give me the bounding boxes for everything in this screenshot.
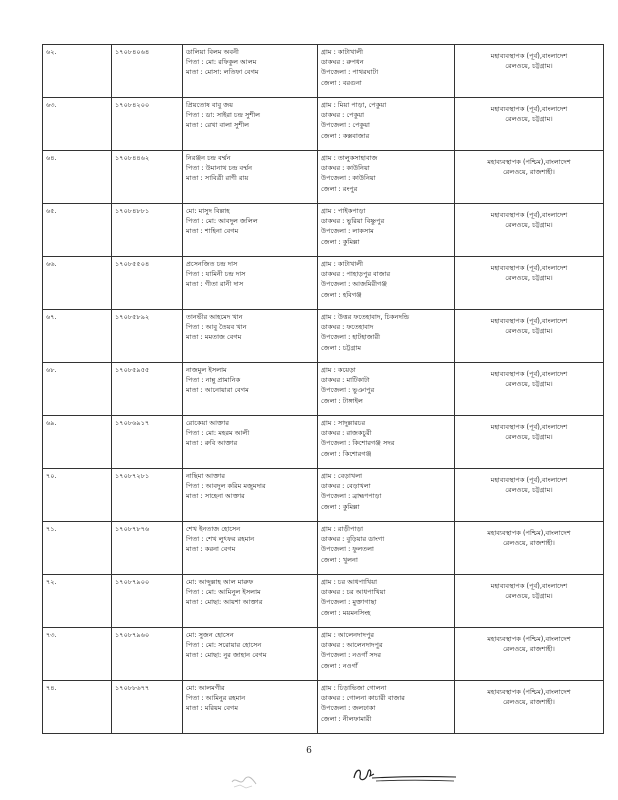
mother-name: মাতা : গীতা রানী দাস	[186, 280, 244, 289]
roll-number: ১৭০৮৭৮৭৬	[115, 525, 150, 533]
address-postoffice: ডাকঘর : বেড়াখলা	[321, 482, 371, 491]
address-upazila: উপজেলা : কাউনিয়া	[321, 174, 376, 183]
name-cell	[183, 416, 318, 469]
name-cell	[183, 257, 318, 310]
roll-number: ১৭০৮৮৬৭৭	[115, 684, 150, 692]
posting-line-1: মহাব্যবস্থাপক (পূর্ব),বাংলাদেশ	[490, 317, 568, 325]
address-village: গ্রাম : চর আধপাখিয়া	[321, 578, 377, 586]
address-postoffice: ডাকঘর : গোলনা কাচারী বাজার	[321, 694, 405, 703]
serial-number: ৬৬.	[46, 260, 57, 268]
roll-cell	[112, 257, 183, 310]
father-name: পিতা : আবু তৈয়ব খান	[186, 323, 247, 332]
posting-cell	[455, 151, 604, 204]
address-district: জেলা : কুমিল্লা	[321, 502, 360, 511]
address-postoffice: ডাকঘর : পেকুয়া	[321, 111, 365, 120]
address-upazila: উপজেলা : নওগাঁ সদর	[321, 651, 381, 660]
roll-cell	[112, 204, 183, 257]
name-cell	[183, 98, 318, 151]
posting-cell	[455, 257, 604, 310]
posting-cell	[455, 681, 604, 734]
posting-cell	[455, 310, 604, 363]
roll-cell	[112, 469, 183, 522]
address-cell	[318, 363, 455, 416]
posting-cell	[455, 363, 604, 416]
serial-cell	[43, 151, 112, 204]
serial-number: ৬৫.	[46, 207, 57, 215]
candidate-name: মো: আব্দুল্লাহ আল মারুফ	[186, 578, 254, 586]
posting-cell	[455, 469, 604, 522]
address-village: গ্রাম : পাইকপাড়া	[321, 207, 366, 215]
name-cell	[183, 469, 318, 522]
candidate-name: মো: আলমগীর	[186, 684, 225, 692]
address-cell	[318, 257, 455, 310]
roll-number: ১৭০৮৭৯৬০	[115, 631, 150, 639]
name-cell	[183, 363, 318, 416]
name-cell	[183, 575, 318, 628]
serial-cell	[43, 363, 112, 416]
address-district: জেলা : টাঙ্গাইল	[321, 396, 363, 405]
address-village: গ্রাম : মিয়া পাড়া, পেকুয়া	[321, 101, 387, 109]
address-village: গ্রাম : কয়েড়া	[321, 366, 356, 374]
candidate-name: নাজমুল ইসলাম	[186, 366, 227, 374]
address-postoffice: ডাকঘর : আলেনদাদপুর	[321, 641, 383, 650]
address-upazila: উপজেলা : পেকুয়া	[321, 121, 370, 130]
address-district: জেলা : চট্টগ্রাম	[321, 343, 362, 352]
posting-office	[458, 312, 600, 336]
mother-name: মাতা : রেখা বালা সুশীল	[186, 121, 250, 130]
address-village: গ্রাম : কাটাখালী	[321, 260, 363, 268]
address-upazila: উপজেলা : ভুঞাপুর	[321, 386, 375, 395]
table-row	[43, 522, 604, 575]
candidate-name: মো: সুজন হোসেন	[186, 631, 234, 639]
name-cell	[183, 151, 318, 204]
posting-line-2: রেলওয়ে, চট্টগ্রাম।	[505, 274, 553, 283]
father-name: পিতা : আমিনুর রহমান	[186, 694, 246, 703]
roll-cell	[112, 98, 183, 151]
serial-cell	[43, 204, 112, 257]
posting-cell	[455, 98, 604, 151]
roll-number: ১৭০৮৪০৬৪	[115, 48, 150, 56]
address-upazila: উপজেলা : জলঢাকা	[321, 704, 376, 713]
serial-number: ৬৩.	[46, 101, 57, 109]
signature	[350, 764, 460, 786]
address-village: গ্রাম : বেড়াখলা	[321, 472, 363, 480]
serial-cell	[43, 522, 112, 575]
serial-number: ৬৭.	[46, 313, 57, 321]
posting-office	[458, 100, 600, 124]
mother-name: মাতা : সাবিত্রী রাণী রায়	[186, 174, 249, 183]
father-name: পিতা : উমানাথ চন্দ্র বর্ম্মন	[186, 164, 253, 173]
father-name: পিতা : শেখ লুৎফর রহমান	[186, 535, 255, 544]
posting-cell	[455, 522, 604, 575]
address-district: জেলা : কক্সবাজার	[321, 131, 370, 140]
serial-number: ৭৩.	[46, 631, 57, 639]
posting-line-2: রেলওয়ে, চট্টগ্রাম।	[505, 221, 553, 230]
roll-number: ১৭০৮৫৫০৪	[115, 260, 150, 268]
table-row	[43, 204, 604, 257]
candidate-name: ডালিয়া বিলম অবনী	[186, 48, 239, 56]
address-cell	[318, 416, 455, 469]
mother-name: মাতা : শাহিনা বেগম	[186, 227, 239, 236]
address-district: জেলা : নওগাঁ	[321, 661, 358, 670]
table-row	[43, 45, 604, 98]
roll-cell	[112, 522, 183, 575]
serial-cell	[43, 257, 112, 310]
father-name: পিতা : নান্নু প্রামানিক	[186, 376, 241, 385]
mother-name: মাতা : মোছা: আয়শা আক্তার	[186, 598, 263, 607]
name-cell	[183, 204, 318, 257]
candidate-table	[42, 44, 604, 734]
serial-cell	[43, 575, 112, 628]
address-village: গ্রাম : সাদুল্লারচর	[321, 419, 366, 427]
address-upazila: উপজেলা : পাথরঘাটা	[321, 68, 379, 77]
address-village: গ্রাম : কাটাখালী	[321, 48, 363, 56]
roll-cell	[112, 310, 183, 363]
posting-office	[458, 577, 600, 601]
roll-number: ১৭০৮৭৯০০	[115, 578, 150, 586]
posting-office	[458, 206, 600, 230]
address-village: গ্রাম : তালুকসাহাবাজ	[321, 154, 378, 162]
address-cell	[318, 628, 455, 681]
posting-line-1: মহাব্যবস্থাপক (পূর্ব),বাংলাদেশ	[490, 370, 568, 378]
mother-name: মাতা : মোছা: নুর জাহান বেগম	[186, 651, 267, 660]
serial-cell	[43, 98, 112, 151]
address-cell	[318, 681, 455, 734]
address-upazila: উপজেলা : মুক্তাগাছা	[321, 598, 377, 607]
candidate-name: শেখ ইনতাজ হোসেন	[186, 525, 241, 533]
posting-office	[458, 524, 600, 548]
serial-cell	[43, 45, 112, 98]
father-name: পিতা : মো: সরোয়ার হোসেন	[186, 641, 262, 650]
father-name: পিতা : মো: মহরম আলী	[186, 429, 250, 438]
address-postoffice: ডাকঘর : ভুরিয়া বিষ্ণুপুর	[321, 217, 385, 226]
posting-office	[458, 365, 600, 389]
roll-number: ১৭০৮৭২৮১	[115, 472, 150, 480]
address-district: জেলা : রংপুর	[321, 184, 358, 193]
posting-cell	[455, 628, 604, 681]
posting-line-1: মহাব্যবস্থাপক (পূর্ব),বাংলাদেশ	[490, 52, 568, 60]
address-postoffice: ডাকঘর : রুপধন	[321, 58, 364, 67]
address-district: জেলা : কিশোরগঞ্জ	[321, 449, 372, 458]
candidate-name: মো: মাসুদ বিল্লাহ	[186, 207, 230, 215]
posting-cell	[455, 45, 604, 98]
address-village: গ্রাম : চিড়াভিজা গোলনা	[321, 684, 387, 692]
address-village: গ্রাম : উত্তর ফতেহাবাদ, চিকনদন্ডি	[321, 313, 410, 321]
serial-cell	[43, 628, 112, 681]
name-cell	[183, 628, 318, 681]
candidate-name: নিরঞ্জন চন্দ্র বর্ম্মন	[186, 154, 231, 162]
posting-office	[458, 630, 600, 654]
posting-cell	[455, 204, 604, 257]
table-row	[43, 98, 604, 151]
name-cell	[183, 45, 318, 98]
address-postoffice: ডাকঘর : কাউনিয়া	[321, 164, 370, 173]
name-cell	[183, 310, 318, 363]
address-upazila: উপজেলা : লাকসাম	[321, 227, 374, 236]
address-district: জেলা : কুমিল্লা	[321, 237, 360, 246]
mother-name: মাতা : মোসা: লতিফা বেগম	[186, 68, 259, 77]
roll-number: ১৭০৮৪৪৬২	[115, 154, 150, 162]
father-name: পিতা : যামিনী চন্দ্র দাস	[186, 270, 246, 279]
father-name: পিতা : মো: আবদুল জলিল	[186, 217, 258, 226]
serial-number: ৭১.	[46, 525, 57, 533]
roll-number: ১৭০৮৪৮৮১	[115, 207, 150, 215]
mother-name: মাতা : রুবি আক্তার	[186, 439, 238, 448]
address-district: জেলা : হবিগঞ্জ	[321, 290, 362, 299]
father-name: পিতা : আবদুল করিম মজুমদার	[186, 482, 266, 491]
posting-line-1: মহাব্যবস্থাপক (পশ্চিম),বাংলাদেশ	[487, 688, 571, 696]
serial-number: ৭০.	[46, 472, 57, 480]
address-postoffice: ডাকঘর : চর আধপাখিয়া	[321, 588, 386, 597]
mother-name: মাতা : মরিয়ম বেগম	[186, 704, 238, 713]
table-row	[43, 257, 604, 310]
posting-line-2: রেলওয়ে, রাজশাহী।	[503, 168, 555, 177]
address-cell	[318, 469, 455, 522]
posting-line-2: রেলওয়ে, রাজশাহী।	[503, 539, 555, 548]
address-upazila: উপজেলা : কিশোরগঞ্জ সদর	[321, 439, 395, 448]
posting-line-1: মহাব্যবস্থাপক (পূর্ব),বাংলাদেশ	[490, 264, 568, 272]
serial-number: ৭৪.	[46, 684, 57, 692]
address-upazila: উপজেলা : ব্রাহ্মণপাড়া	[321, 492, 382, 501]
posting-line-2: রেলওয়ে, চট্টগ্রাম।	[505, 433, 553, 442]
address-cell	[318, 522, 455, 575]
address-postoffice: ডাকঘর : ফতেহাবাদ	[321, 323, 374, 332]
roll-number: ১৭০৮৫৮৯২	[115, 313, 150, 321]
posting-line-1: মহাব্যবস্থাপক (পশ্চিম),বাংলাদেশ	[487, 529, 571, 537]
posting-line-1: মহাব্যবস্থাপক (পূর্ব),বাংলাদেশ	[490, 476, 568, 484]
address-cell	[318, 204, 455, 257]
posting-line-2: রেলওয়ে, চট্টগ্রাম।	[505, 380, 553, 389]
address-district: জেলা : খুলনা	[321, 555, 358, 564]
father-name: পিতা : ডা: সাইরা চন্দ্র সুশীল	[186, 111, 261, 120]
posting-office	[458, 683, 600, 707]
serial-number: ৬৮.	[46, 366, 57, 374]
roll-cell	[112, 151, 183, 204]
address-postoffice: ডাকঘর : পাহাড়পুর বাজার	[321, 270, 391, 279]
posting-line-1: মহাব্যবস্থাপক (পূর্ব),বাংলাদেশ	[490, 582, 568, 590]
posting-line-1: মহাব্যবস্থাপক (পূর্ব),বাংলাদেশ	[490, 105, 568, 113]
mother-name: মাতা : সাহেনা আক্তার	[186, 492, 245, 501]
posting-line-1: মহাব্যবস্থাপক (পশ্চিম),বাংলাদেশ	[487, 158, 571, 166]
serial-cell	[43, 681, 112, 734]
address-postoffice: ডাকঘর : বুড়িয়ার ডাংগা	[321, 535, 385, 544]
name-cell	[183, 522, 318, 575]
roll-cell	[112, 45, 183, 98]
roll-cell	[112, 363, 183, 416]
address-cell	[318, 45, 455, 98]
address-district: জেলা : ময়মনসিংহ	[321, 608, 371, 617]
posting-line-1: মহাব্যবস্থাপক (পূর্ব),বাংলাদেশ	[490, 211, 568, 219]
posting-line-2: রেলওয়ে, চট্টগ্রাম।	[505, 327, 553, 336]
address-cell	[318, 151, 455, 204]
roll-cell	[112, 628, 183, 681]
candidate-name: প্রিয়তোষ বাবু জয়	[186, 101, 234, 109]
serial-number: ৭২.	[46, 578, 57, 586]
address-village: গ্রাম : আলেনদাদপুর	[321, 631, 375, 639]
posting-line-2: রেলওয়ে, রাজশাহী।	[503, 698, 555, 707]
posting-line-2: রেলওয়ে, চট্টগ্রাম।	[505, 486, 553, 495]
roll-number: ১৭০৮৪২০০	[115, 101, 150, 109]
roll-cell	[112, 416, 183, 469]
candidate-name: নাছিমা আক্তার	[186, 472, 226, 480]
address-district: জেলা : নীলফামারী	[321, 714, 372, 723]
mother-name: মাতা : মমতাজ বেগম	[186, 333, 242, 342]
address-district: জেলা : বরগুনা	[321, 78, 362, 87]
roll-cell	[112, 681, 183, 734]
candidate-name: রোকেয়া আক্তার	[186, 419, 230, 427]
page-number: 6	[306, 746, 312, 756]
serial-number: ৬২.	[46, 48, 57, 56]
serial-cell	[43, 310, 112, 363]
candidate-name: প্রসেনজিত চন্দ্র দাস	[186, 260, 238, 268]
posting-line-2: রেলওয়ে, চট্টগ্রাম।	[505, 115, 553, 124]
table-row	[43, 575, 604, 628]
roll-cell	[112, 575, 183, 628]
table-row	[43, 363, 604, 416]
address-cell	[318, 98, 455, 151]
posting-office	[458, 153, 600, 177]
roll-number: ১৭০৮৫৯৫৫	[115, 366, 150, 374]
address-postoffice: ডাকঘর : রাজকচুরী	[321, 429, 372, 438]
table-row	[43, 310, 604, 363]
posting-line-1: মহাব্যবস্থাপক (পূর্ব),বাংলাদেশ	[490, 423, 568, 431]
posting-office	[458, 47, 600, 71]
posting-cell	[455, 416, 604, 469]
mother-name: মাতা : করনা বেগম	[186, 545, 236, 554]
serial-number: ৬৯.	[46, 419, 57, 427]
address-cell	[318, 310, 455, 363]
serial-cell	[43, 416, 112, 469]
serial-cell	[43, 469, 112, 522]
posting-office	[458, 259, 600, 283]
candidate-name: তানভীর আহমেদ খান	[186, 313, 243, 321]
table-row	[43, 628, 604, 681]
table-row	[43, 151, 604, 204]
name-cell	[183, 681, 318, 734]
posting-office	[458, 471, 600, 495]
mother-name: মাতা : আনোয়ারা বেগম	[186, 386, 249, 395]
father-name: পিতা : মো: রফিকুল আলম	[186, 58, 257, 67]
candidate-table-body	[43, 45, 604, 734]
posting-line-1: মহাব্যবস্থাপক (পশ্চিম),বাংলাদেশ	[487, 635, 571, 643]
posting-cell	[455, 575, 604, 628]
posting-line-2: রেলওয়ে, রাজশাহী।	[503, 645, 555, 654]
posting-office	[458, 418, 600, 442]
table-row	[43, 681, 604, 734]
address-upazila: উপজেলা : আজমিরীগঞ্জ	[321, 280, 388, 289]
father-name: পিতা : মো: আমিনুল ইসলাম	[186, 588, 261, 597]
serial-number: ৬৪.	[46, 154, 57, 162]
table-row	[43, 416, 604, 469]
posting-line-2: রেলওয়ে, চট্টগ্রাম।	[505, 592, 553, 601]
address-upazila: উপজেলা : ফুলতলা	[321, 545, 374, 554]
posting-line-2: রেলওয়ে, চট্টগ্রাম।	[505, 62, 553, 71]
address-cell	[318, 575, 455, 628]
address-village: গ্রাম : রাড়ীপাড়া	[321, 525, 364, 533]
roll-number: ১৭০৮৬৯১৭	[115, 419, 150, 427]
table-row	[43, 469, 604, 522]
address-upazila: উপজেলা : হাটহাজারী	[321, 333, 381, 342]
address-postoffice: ডাকঘর : মাটিকাটা	[321, 376, 370, 385]
faint-mark	[228, 770, 262, 792]
